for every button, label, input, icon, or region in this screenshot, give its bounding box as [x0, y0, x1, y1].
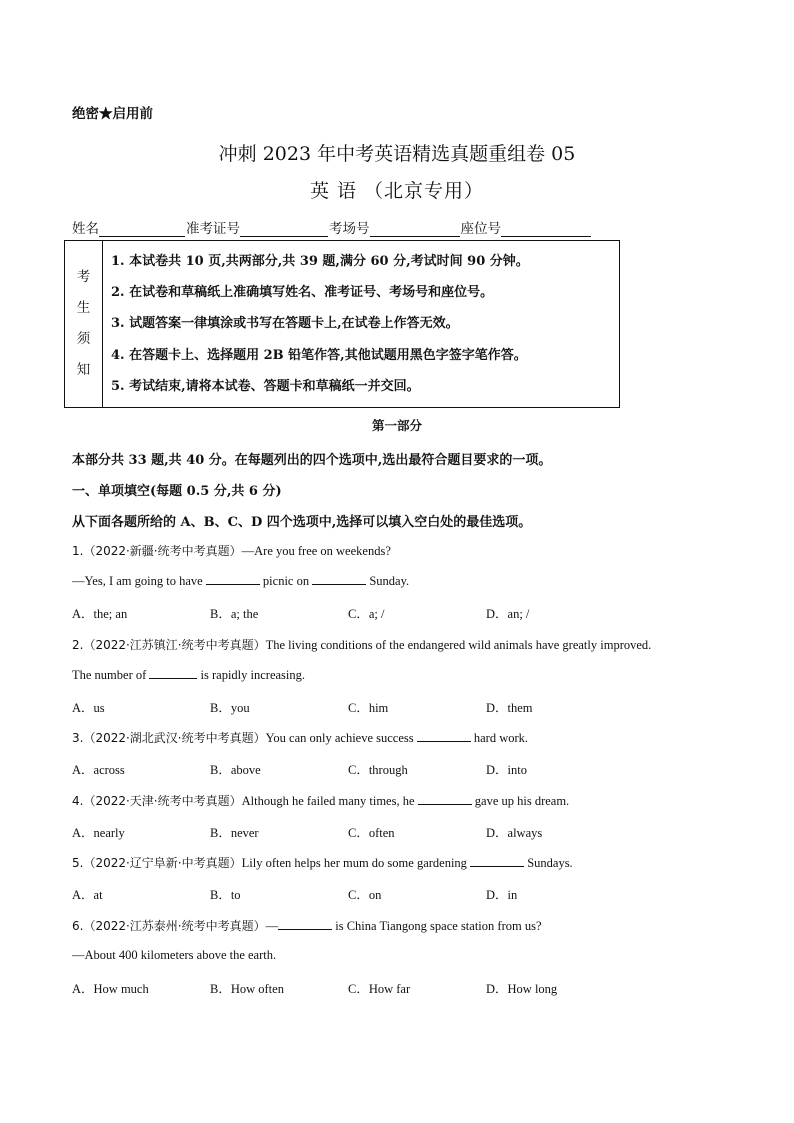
option-a: A．nearly: [72, 826, 125, 840]
question-source: 1.（2022·新疆·统考中考真题）: [72, 544, 242, 558]
option-b: B．to: [210, 888, 241, 902]
option-d: D．How long: [486, 982, 558, 996]
confidential-mark: 绝密★启用前: [72, 106, 153, 122]
question-text: You can only achieve success: [265, 731, 414, 745]
name-blank: [99, 222, 185, 237]
exam-number-blank: [240, 222, 328, 237]
question-text: —Yes, I am going to have: [72, 574, 203, 588]
part-intro: 本部分共 33 题,共 40 分。在每题列出的四个选项中,选出最符合题目要求的一项。: [72, 453, 552, 468]
notice-items: [103, 241, 529, 407]
question-source: 2.（2022·江苏镇江·统考中考真题）: [72, 638, 266, 652]
option-b: B．a; the: [210, 607, 259, 621]
option-c: C．often: [348, 826, 395, 840]
answer-blank: [418, 793, 472, 805]
question-text: picnic on: [262, 574, 310, 588]
question-source: 6.（2022·江苏泰州·统考中考真题）: [72, 919, 266, 933]
exam-number-label: 准考证号: [186, 221, 240, 237]
question-text: Sundays.: [527, 856, 573, 870]
option-b: B．above: [210, 763, 261, 777]
option-b: B．you: [210, 701, 250, 715]
question-text: The number of: [72, 668, 147, 682]
answer-blank: [206, 573, 260, 585]
section-instruction: 从下面各题所给的 A、B、C、D 四个选项中,选择可以填入空白处的最佳选项。: [72, 515, 532, 530]
question-text: —: [265, 919, 279, 933]
notice-item: 5. 考试结束,请将本试卷、答题卡和草稿纸一并交回。: [111, 378, 420, 394]
option-d: D．them: [486, 701, 533, 715]
question-1-reply: [72, 573, 409, 589]
option-a: A．at: [72, 888, 103, 902]
candidate-notice-box: [64, 240, 620, 408]
exam-title: 冲刺 2023 年中考英语精选真题重组卷 05: [218, 143, 576, 165]
question-text: hard work.: [473, 731, 529, 745]
question-text: gave up his dream.: [474, 794, 570, 808]
notice-label: [65, 241, 103, 407]
notice-label-char: 考: [76, 269, 91, 285]
notice-label-char: 须: [76, 331, 91, 347]
option-a: A．across: [72, 763, 125, 777]
question-source: 4.（2022·天津·统考中考真题）: [72, 794, 242, 808]
answer-blank: [278, 918, 332, 930]
notice-item: 2. 在试卷和草稿纸上准确填写姓名、准考证号、考场号和座位号。: [111, 285, 494, 301]
question-6-stem: [72, 917, 542, 934]
question-2-continued: [72, 667, 305, 683]
question-4-stem: [72, 792, 569, 809]
seat-number-blank: [501, 222, 591, 237]
answer-blank: [470, 855, 524, 867]
answer-blank: [417, 730, 471, 742]
question-text: is China Tiangong space station from us?: [335, 919, 542, 933]
question-text: is rapidly increasing.: [200, 668, 306, 682]
option-a: A．the; an: [72, 607, 128, 621]
option-a: A．us: [72, 701, 105, 715]
question-6-reply: —About 400 kilometers above the earth.: [72, 948, 277, 962]
question-text: —Are you free on weekends?: [241, 544, 391, 558]
section-title: 一、单项填空(每题 0.5 分,共 6 分): [72, 484, 282, 499]
option-c: C．him: [348, 701, 389, 715]
exam-room-label: 考场号: [329, 221, 370, 237]
notice-item: 4. 在答题卡上、选择题用 2B 铅笔作答,其他试题用黑色字签字笔作答。: [111, 347, 527, 363]
option-d: D．an; /: [486, 607, 530, 621]
option-b: B．never: [210, 826, 259, 840]
name-label: 姓名: [72, 221, 99, 237]
option-c: C．How far: [348, 982, 411, 996]
question-text: The living conditions of the endangered wild animals have greatly improved.: [265, 638, 652, 652]
option-d: D．always: [486, 826, 543, 840]
question-text: Although he failed many times, he: [241, 794, 415, 808]
option-a: A．How much: [72, 982, 149, 996]
answer-blank: [312, 573, 366, 585]
option-c: C．on: [348, 888, 382, 902]
option-c: C．through: [348, 763, 408, 777]
notice-item: 1. 本试卷共 10 页,共两部分,共 39 题,满分 60 分,考试时间 90 分钟。: [111, 254, 529, 269]
candidate-info-line: [72, 217, 592, 237]
question-3-stem: [72, 729, 528, 746]
notice-item: 3. 试题答案一律填涂或书写在答题卡上,在试卷上作答无效。: [111, 316, 459, 332]
question-2-stem: [72, 636, 651, 653]
option-b: B．How often: [210, 982, 284, 996]
question-text: Lily often helps her mum do some gardening: [241, 856, 467, 870]
notice-label-char: 知: [76, 362, 91, 378]
option-d: D．in: [486, 888, 518, 902]
option-d: D．into: [486, 763, 527, 777]
notice-label-char: 生: [76, 300, 91, 316]
option-c: C．a; /: [348, 607, 385, 621]
question-source: 3.（2022·湖北武汉·统考中考真题）: [72, 731, 266, 745]
answer-blank: [149, 667, 197, 679]
exam-subtitle: 英 语 （北京专用）: [309, 180, 485, 202]
question-source: 5.（2022·辽宁阜新·中考真题）: [72, 856, 242, 870]
question-5-stem: [72, 854, 573, 871]
question-1-stem: [72, 542, 391, 559]
seat-number-label: 座位号: [460, 221, 501, 237]
exam-room-blank: [370, 222, 460, 237]
part-title: 第一部分: [371, 418, 422, 433]
question-text: Sunday.: [369, 574, 410, 588]
